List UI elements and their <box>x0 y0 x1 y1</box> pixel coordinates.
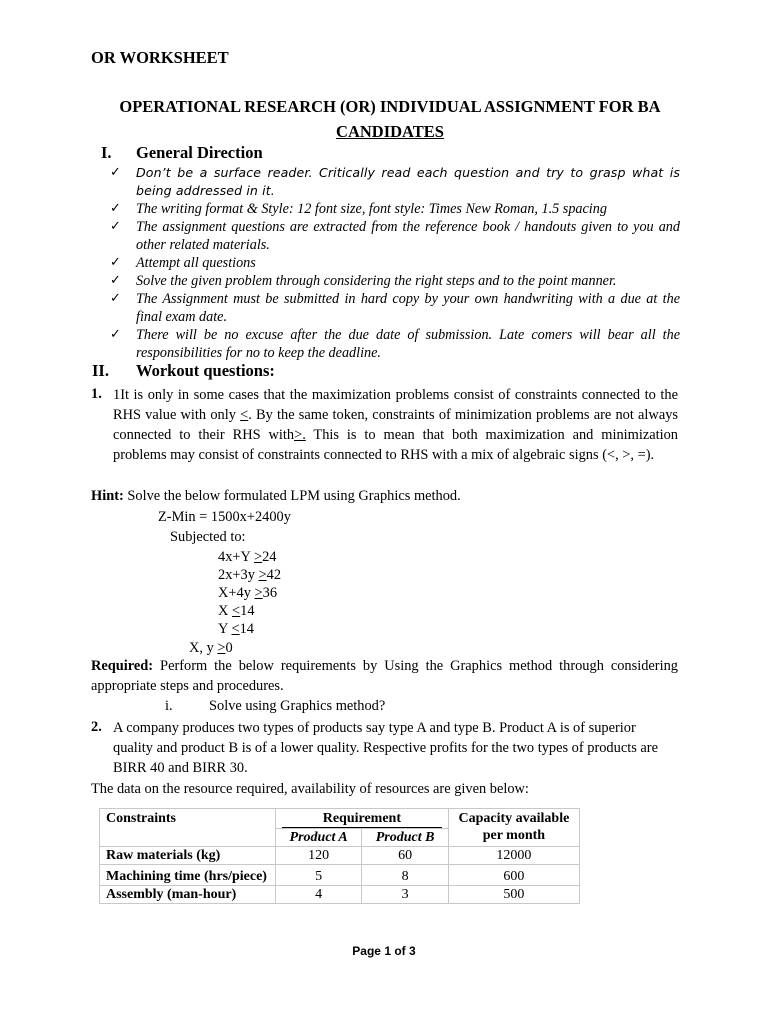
current-page: 1 <box>384 944 391 958</box>
resource-table <box>99 808 580 904</box>
question-1-text: 1It is only in some cases that the maximization problems consist of constraints connected to the RHS value with only <. By the same token, constraints of minimization problems are not always connected to their RHS with>. This is to mean that both maximization and minimization problems may consist of constraints connected to RHS with a mix of algebraic signs (<, >, =). <box>113 387 679 463</box>
subject-to: Subjected to: <box>170 529 246 545</box>
table-row <box>100 886 580 904</box>
list-item: ✓ Don’t be a surface reader. Critically read each question and try to grasp what is being addressed in it. <box>110 165 680 198</box>
table-cell: 8 <box>362 865 448 886</box>
table-cell: 500 <box>448 886 579 904</box>
directions-list <box>110 164 680 362</box>
section-title: Workout questions: <box>136 361 275 380</box>
required-text: Required: Perform the below requirements by Using the Graphics method through considering appropriate steps and procedures. <box>91 658 678 694</box>
header-constraints: Constraints <box>100 809 276 847</box>
header-capacity: Capacity available per month <box>448 809 579 847</box>
table-cell: Raw materials (kg) <box>100 847 276 865</box>
list-item: ✓ The Assignment must be submitted in hard copy by your own handwriting with a due at the final exam date. <box>110 291 680 325</box>
check-icon: ✓ <box>110 165 121 180</box>
sub-question-number: i. <box>165 698 173 714</box>
table-cell: 4 <box>275 886 361 904</box>
less-than-symbol: < <box>240 407 249 423</box>
check-icon: ✓ <box>110 201 121 216</box>
main-title-line1: OPERATIONAL RESEARCH (OR) INDIVIDUAL ASSIGNMENT FOR BA <box>119 97 661 116</box>
constraint: X <14 <box>218 603 255 619</box>
question-number: 2. <box>91 719 102 735</box>
constraint: Y <14 <box>218 621 254 637</box>
list-item: ✓ There will be no excuse after the due date of submission. Late comers will bear all the responsibilities for no to keep the deadline. <box>110 327 680 361</box>
question-2-intro: The data on the resource required, availability of resources are given below: <box>91 781 529 797</box>
table-cell: 600 <box>448 865 579 886</box>
header-requirement: Requirement <box>275 809 448 829</box>
check-icon: ✓ <box>110 255 121 270</box>
question-number: 1. <box>91 386 102 402</box>
check-icon: ✓ <box>110 273 121 288</box>
check-icon: ✓ <box>110 291 121 306</box>
hint-line: Hint: Solve the below formulated LPM using Graphics method. <box>91 488 461 504</box>
required-label: Required: <box>91 658 154 674</box>
total-pages: 3 <box>409 944 416 958</box>
table-cell: 5 <box>275 865 361 886</box>
list-item: ✓ Attempt all questions <box>110 255 256 271</box>
header-product-b: Product B <box>362 829 448 847</box>
sub-question-text: Solve using Graphics method? <box>209 698 386 714</box>
table-row <box>100 865 580 886</box>
table-row <box>100 847 580 865</box>
question-2-text: A company produces two types of products say type A and type B. Product A is of superior quality and product B is of a lower quality. Respective profits for the two types of products are BIRR 40 and BIRR 30. <box>113 720 658 776</box>
list-item: ✓ The assignment questions are extracted from the reference book / handouts given to you and other related materials. <box>110 219 680 253</box>
table-cell: 12000 <box>448 847 579 865</box>
objective-function: Z-Min = 1500x+2400y <box>158 509 291 525</box>
doc-title: OR WORKSHEET <box>91 48 229 67</box>
page-footer: Page 1 of 3 <box>352 944 416 958</box>
section-heading-1 <box>101 143 401 165</box>
check-icon: ✓ <box>110 219 121 234</box>
table-row <box>100 809 580 829</box>
check-icon: ✓ <box>110 327 121 342</box>
section-title: General Direction <box>136 143 263 162</box>
greater-than-symbol: >. <box>294 427 306 443</box>
table-cell: 60 <box>362 847 448 865</box>
constraint: 4x+Y >24 <box>218 549 277 565</box>
header-product-a: Product A <box>275 829 361 847</box>
table-cell: 120 <box>275 847 361 865</box>
main-title <box>80 94 700 144</box>
table-cell: Assembly (man-hour) <box>100 886 276 904</box>
list-item: ✓ Solve the given problem through considering the right steps and to the point manner. <box>110 273 617 289</box>
table-cell: Machining time (hrs/piece) <box>100 865 276 886</box>
table-cell: 3 <box>362 886 448 904</box>
section-heading-2 <box>92 361 392 383</box>
constraint: 2x+3y >42 <box>218 567 282 583</box>
constraint: X, y >0 <box>189 640 233 656</box>
main-title-line2: CANDIDATES <box>336 122 444 141</box>
section-number: I. <box>101 143 112 162</box>
section-number: II. <box>92 361 109 380</box>
constraint: X+4y >36 <box>218 585 278 601</box>
hint-label: Hint: <box>91 488 124 504</box>
list-item: ✓ The writing format & Style: 12 font size, font style: Times New Roman, 1.5 spacing <box>110 201 607 217</box>
